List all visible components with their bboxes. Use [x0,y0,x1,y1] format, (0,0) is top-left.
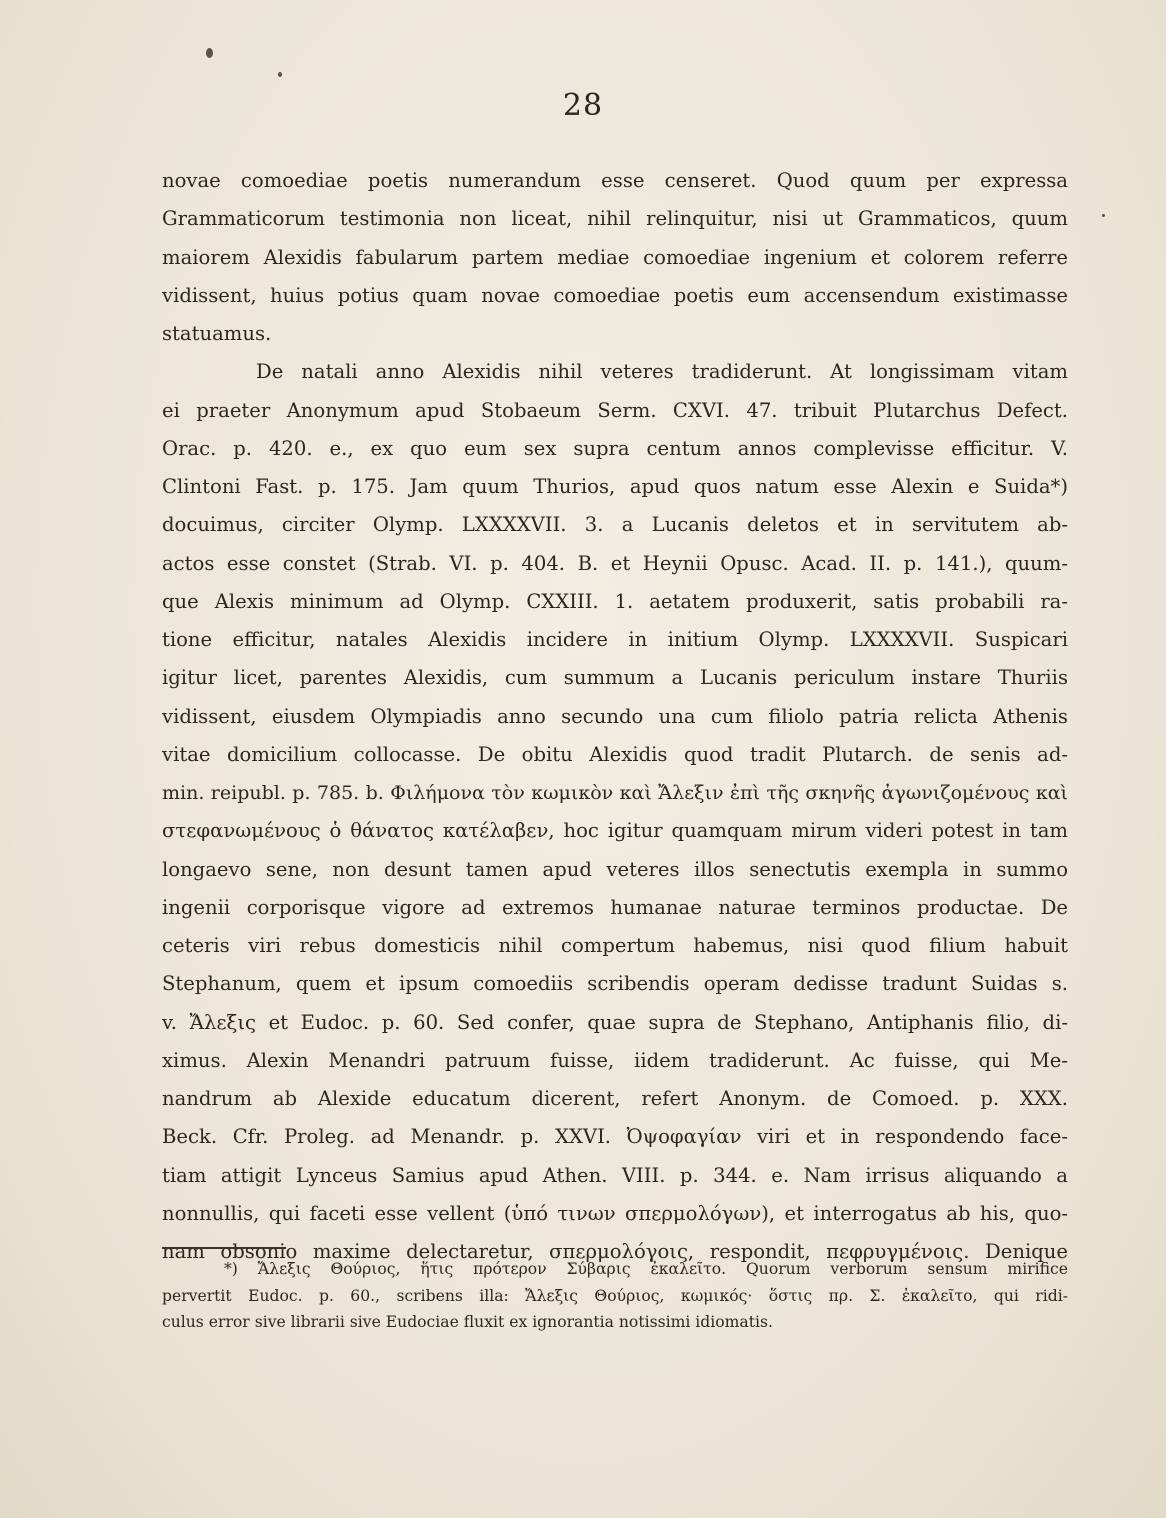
text-line: nam obsonio maxime delectaretur, σπερμολόγοις, respondit, πεφρυγμένοις. Denique [162,1240,1068,1263]
text-line: min. reipubl. p. 785. b. Φιλήμονα τὸν κωμικὸν καὶ Ἄλεξιν ἐπὶ τῆς σκηνῆς ἀγωνιζομένους καὶ [162,782,1068,804]
text-line: Clintoni Fast. p. 175. Jam quum Thurios, apud quos natum esse Alexin e Suida*) [162,475,1068,498]
text-line: Beck. Cfr. Proleg. ad Menandr. p. XXVI. Ὀψοφαγίαν viri et in respondendo face- [162,1125,1068,1149]
paragraph-end-line: statuamus. [162,322,272,345]
ink-speck [206,48,213,58]
text-line: longaevo sene, non desunt tamen apud veteres illos senectutis exempla in summo [162,857,1068,881]
text-line: v. Ἄλεξις et Eudoc. p. 60. Sed confer, quae supra de Stephano, Antiphanis filio, di- [162,1010,1068,1034]
text-line: actos esse constet (Strab. VI. p. 404. B. et Heynii Opusc. Acad. II. p. 141.), quum- [162,551,1068,575]
text-line: tiam attigit Lynceus Samius apud Athen. VIII. p. 344. e. Nam irrisus aliquando a [162,1163,1068,1187]
main-text-block [162,162,1068,1271]
paragraph-start-line: De natali anno Alexidis nihil veteres tradiderunt. At longissimam vitam [256,360,1068,384]
text-line: nonnullis, qui faceti esse vellent (ὑπό τινων σπερμολόγων), et interrogatus ab his, quo- [162,1201,1068,1225]
text-line: docuimus, circiter Olymp. LXXXXVII. 3. a Lucanis deletos et in servitutem ab- [162,513,1068,537]
text-line: ximus. Alexin Menandri patruum fuisse, iidem tradiderunt. Ac fuisse, qui Me- [162,1048,1068,1072]
footnote-line: *) Ἄλεξις Θούριος, ἥτις πρότερον Σύβαρις ἐκαλεῖτο. Quorum verborum sensum mirifice [224,1260,1068,1278]
text-line: vidissent, eiusdem Olympiadis anno secundo una cum filiolo patria relicta Athenis [162,704,1068,728]
footnote-block [162,1256,1068,1336]
text-line: nandrum ab Alexide educatum dicerent, refert Anonym. de Comoed. p. XXX. [162,1087,1068,1110]
text-line: ceteris viri rebus domesticis nihil compertum habemus, nisi quod filium habuit [162,934,1068,957]
text-line: ingenii corporisque vigore ad extremos humanae naturae terminos productae. De [162,895,1068,919]
text-line: maiorem Alexidis fabularum partem mediae comoediae ingenium et colorem referre [162,245,1068,269]
page-number: 28 [562,88,604,123]
footnote-divider [162,1247,286,1249]
text-line: vitae domicilium collocasse. De obitu Alexidis quod tradit Plutarch. de senis ad- [162,742,1068,766]
text-line: στεφανωμένους ὁ θάνατος κατέλαβεν, hoc igitur quamquam mirum videri potest in tam [162,819,1068,843]
text-line: vidissent, huius potius quam novae comoediae poetis eum accensendum existimasse [162,283,1068,307]
text-line: tione efficitur, natales Alexidis incidere in initium Olymp. LXXXXVII. Suspicari [162,628,1068,651]
text-line: que Alexis minimum ad Olymp. CXXIII. 1. aetatem produxerit, satis probabili ra- [162,589,1068,613]
footnote-line: culus error sive librarii sive Eudociae fluxit ex ignorantia notissimi idiomatis. [162,1313,773,1331]
text-line: ei praeter Anonymum apud Stobaeum Serm. CXVI. 47. tribuit Plutarchus Defect. [162,398,1068,422]
text-line: Grammaticorum testimonia non liceat, nihil relinquitur, nisi ut Grammaticos, quum [162,207,1068,231]
text-line: Stephanum, quem et ipsum comoediis scribendis operam dedisse tradunt Suidas s. [162,972,1068,996]
text-line: Orac. p. 420. e., ex quo eum sex supra centum annos complevisse efficitur. V. [162,436,1068,460]
ink-speck [278,72,282,77]
text-line: igitur licet, parentes Alexidis, cum summum a Lucanis periculum instare Thuriis [162,666,1068,690]
footnote-line: pervertit Eudoc. p. 60., scribens illa: Ἄλεξις Θούριος, κωμικός· ὅστις πρ. Σ. ἐκαλεῖτο, qui ridi- [162,1286,1068,1305]
ink-speck [1102,214,1105,217]
text-line: novae comoediae poetis numerandum esse censeret. Quod quum per expressa [162,169,1068,192]
